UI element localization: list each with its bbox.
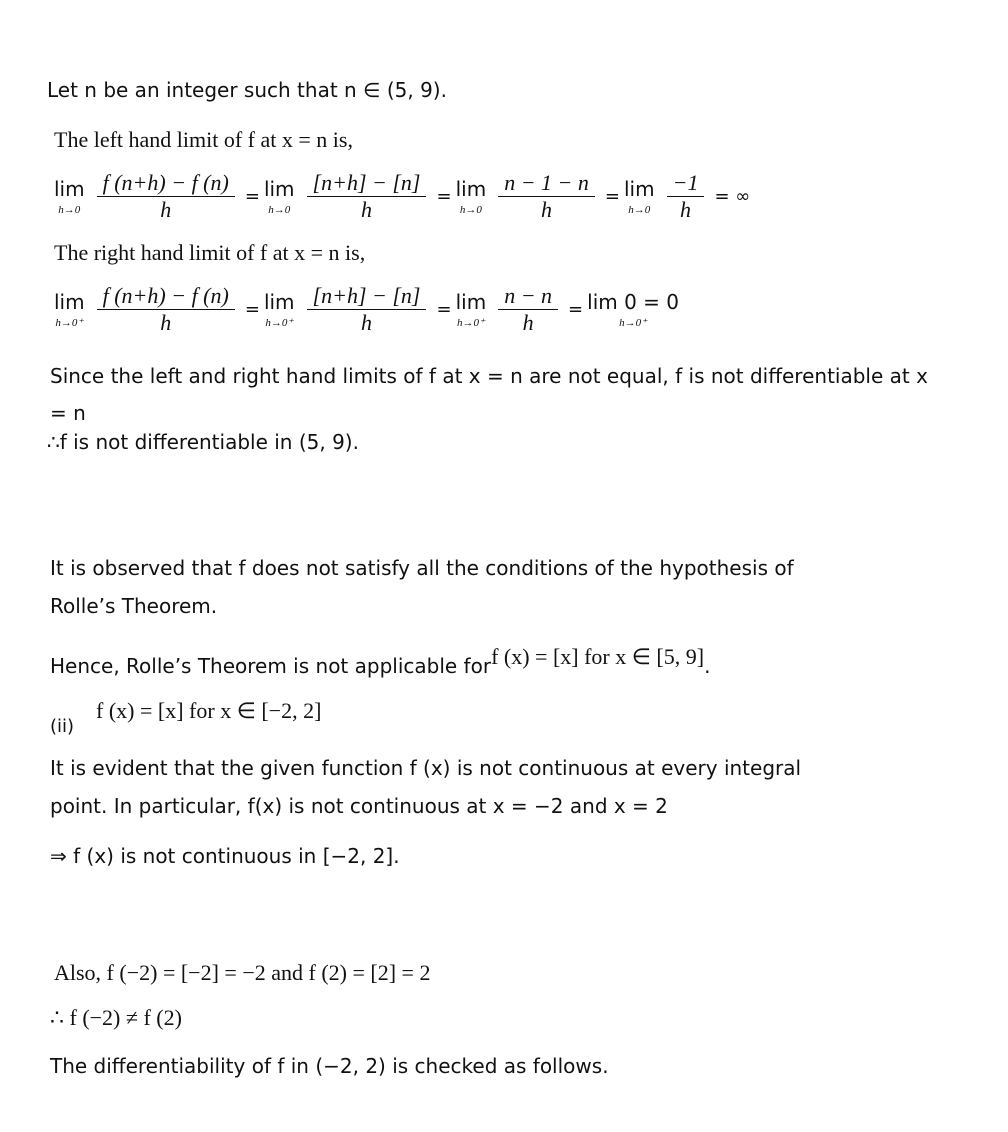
rhl-heading: The right hand limit of f at x = n is, [54,240,366,265]
hence-math: f (x) = [x] for x ∈ [5, 9] [491,644,705,669]
lim-word: lim [263,289,295,314]
denominator: h [498,309,558,336]
lim-subscript: h→0 [628,203,651,216]
lim-3 [456,178,487,216]
lim-subscript: h→0 [268,203,291,216]
numerator: [n+h] − [n] [312,170,421,195]
denominator: h [498,196,595,223]
lim-3 [456,291,487,329]
also-line: Also, f (−2) = [−2] = −2 and f (2) = [2] = 2 [54,960,431,985]
numerator: f (n+h) − f (n) [102,283,229,308]
lim-word: lim [455,176,487,201]
lim-word: lim 0 = 0 [587,289,680,314]
therefore-math: ∴ f (−2) ≠ f (2) [50,1005,182,1030]
fraction-2 [307,170,427,223]
fraction-3 [498,283,558,336]
hence-line [50,636,710,678]
lim-word: lim [455,289,487,314]
part-ii-label: (ii) [50,716,75,737]
lim-subscript: h→0⁺ [55,316,84,329]
lim-1 [54,178,85,216]
evident-line-1: It is evident that the given function f (x) is not continuous at every integral [50,756,802,780]
implies-line: ⇒ f (x) is not continuous in [−2, 2]. [50,844,400,868]
fraction-1 [97,170,235,223]
fraction-2 [307,283,427,336]
lhl-equation [54,170,754,223]
equals-sign: = [604,186,620,207]
denominator: h [97,196,235,223]
fraction-3 [498,170,595,223]
lim-subscript: h→0⁺ [619,316,647,329]
numerator: −1 [672,170,699,195]
hence-text: Hence, Rolle’s Theorem is not applicable for [50,654,492,678]
lim-word: lim [54,176,85,201]
rhl-equation [54,283,685,336]
fraction-1 [97,283,235,336]
hence-period: . [704,654,711,678]
differentiability-line: The differentiability of f in (−2, 2) is checked as follows. [50,1054,609,1078]
lim-subscript: h→0 [459,203,482,216]
lim-1 [54,291,85,329]
equals-sign: = [244,186,260,207]
observed-line-2: Rolle’s Theorem. [50,594,218,618]
part-ii-math: f (x) = [x] for x ∈ [−2, 2] [96,698,322,723]
therefore-line: ∴f is not differentiable in (5, 9). [47,430,359,454]
denominator: h [97,309,235,336]
denominator: h [307,196,427,223]
lim-4 [624,178,655,216]
numerator: n − n [504,283,553,308]
lim-2 [264,291,295,329]
lim-subscript: h→0⁺ [265,316,294,329]
lim-subscript: h→0 [58,203,81,216]
since-line-2: = n [50,401,86,425]
fraction-4 [667,170,705,223]
lhl-heading: The left hand limit of f at x = n is, [54,127,353,152]
equals-sign: = [568,299,584,320]
numerator: f (n+h) − f (n) [102,170,229,195]
since-line-1: Since the left and right hand limits of f at x = n are not equal, f is not differentiable at x [50,364,928,388]
lim-word: lim [263,176,295,201]
numerator: [n+h] − [n] [312,283,421,308]
denominator: h [307,309,427,336]
observed-line-1: It is observed that f does not satisfy all the conditions of the hypothesis of [50,556,794,580]
equals-sign: = [436,299,452,320]
lim-word: lim [54,289,85,314]
intro-line: Let n be an integer such that n ∈ (5, 9). [47,78,447,102]
lim-word: lim [623,176,655,201]
equals-sign: = [436,186,452,207]
evident-line-2: point. In particular, f(x) is not continuous at x = −2 and x = 2 [50,794,668,818]
lim-2 [264,178,295,216]
lim-subscript: h→0⁺ [456,316,485,329]
equals-sign: = [244,299,260,320]
denominator: h [667,196,705,223]
result: = ∞ [714,186,751,207]
numerator: n − 1 − n [504,170,589,195]
lim-4 [587,291,679,329]
